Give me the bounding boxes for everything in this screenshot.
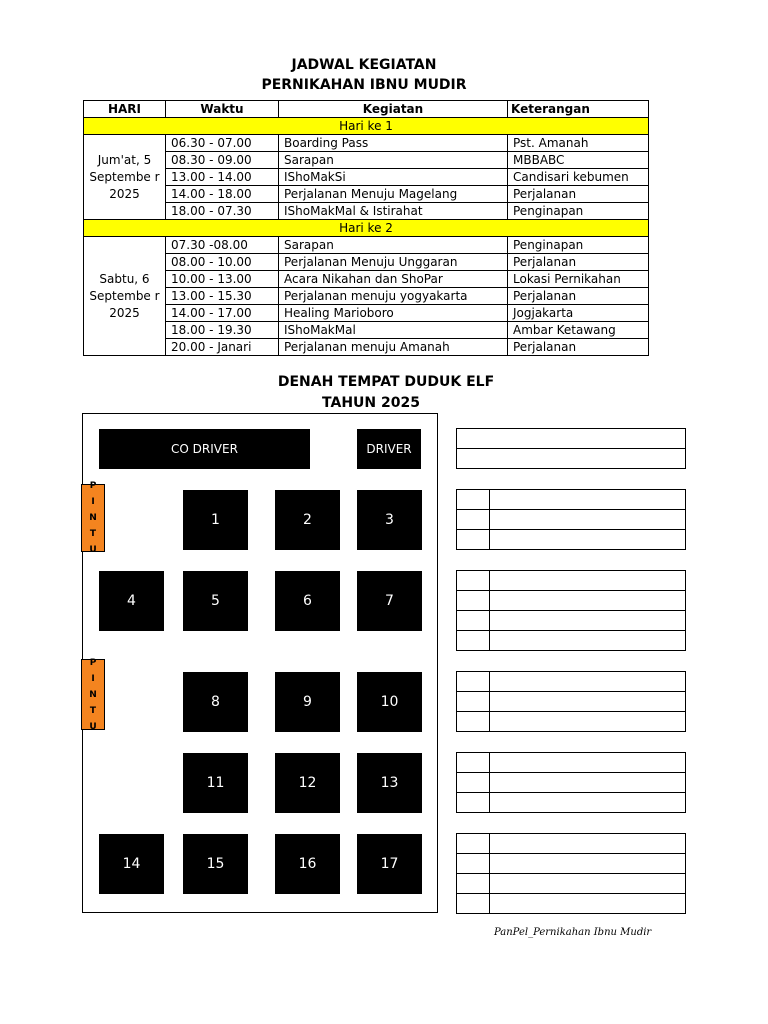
seat-number-cell	[457, 854, 490, 874]
passenger-list-group-3	[456, 671, 686, 732]
passenger-name-cell	[490, 712, 686, 732]
seat-number-cell	[457, 753, 490, 773]
kegiatan-cell: IShoMakSi	[279, 169, 508, 186]
seat-3: 3	[357, 490, 422, 550]
driver-seat: DRIVER	[357, 429, 421, 469]
seat-11: 11	[183, 753, 248, 813]
table-row	[84, 288, 649, 305]
door-letter: N	[89, 513, 97, 523]
seat-9: 9	[275, 672, 340, 732]
list-row	[457, 530, 686, 550]
seat-7: 7	[357, 571, 422, 631]
kegiatan-cell: Perjalanan Menuju Magelang	[279, 186, 508, 203]
list-row	[457, 834, 686, 854]
list-row	[457, 672, 686, 692]
hari-cell: Jum'at, 5 Septembe r 2025	[84, 135, 166, 220]
ket-cell: Perjalanan	[508, 186, 649, 203]
list-row	[457, 510, 686, 530]
kegiatan-cell: IShoMakMal	[279, 322, 508, 339]
table-row	[84, 186, 649, 203]
seat-number-cell	[457, 773, 490, 793]
passenger-name-cell	[490, 753, 686, 773]
table-row	[84, 203, 649, 220]
list-row	[457, 490, 686, 510]
kegiatan-cell: Perjalanan menuju Amanah	[279, 339, 508, 356]
seat-number-cell	[457, 894, 490, 914]
table-row	[84, 169, 649, 186]
list-row	[457, 773, 686, 793]
seat-15: 15	[183, 834, 248, 894]
list-row	[457, 571, 686, 591]
day-header-label: Hari ke 1	[84, 118, 649, 135]
seat-14: 14	[99, 834, 164, 894]
waktu-cell: 14.00 - 17.00	[166, 305, 279, 322]
seat-number-cell	[457, 530, 490, 550]
passenger-list-group-2	[456, 570, 686, 651]
seat-number-cell	[457, 874, 490, 894]
day-header-label: Hari ke 2	[84, 220, 649, 237]
seat-13: 13	[357, 753, 422, 813]
seat-number-cell	[457, 490, 490, 510]
ket-cell: Perjalanan	[508, 254, 649, 271]
seat-1: 1	[183, 490, 248, 550]
list-row	[457, 753, 686, 773]
passenger-name-cell	[490, 894, 686, 914]
kegiatan-cell: IShoMakMal & Istirahat	[279, 203, 508, 220]
passenger-name-cell	[490, 510, 686, 530]
passenger-list-group-4	[456, 752, 686, 813]
list-row	[457, 854, 686, 874]
passenger-name-cell	[490, 672, 686, 692]
door-letter: T	[89, 705, 97, 716]
passenger-list-group-1	[456, 489, 686, 550]
waktu-cell: 13.00 - 14.00	[166, 169, 279, 186]
seat-number-cell	[457, 712, 490, 732]
seat-4: 4	[99, 571, 164, 631]
waktu-cell: 14.00 - 18.00	[166, 186, 279, 203]
seat-12: 12	[275, 753, 340, 813]
seat-number-cell	[457, 793, 490, 813]
seat-2: 2	[275, 490, 340, 550]
schedule-table	[83, 100, 649, 356]
ket-cell: Pst. Amanah	[508, 135, 649, 152]
list-cell	[457, 429, 686, 449]
bus-floor-plan	[82, 413, 438, 913]
door-letter: U	[89, 721, 97, 732]
ket-cell: MBBABC	[508, 152, 649, 169]
waktu-cell: 07.30 -08.00	[166, 237, 279, 254]
table-row	[84, 305, 649, 322]
kegiatan-cell: Acara Nikahan dan ShoPar	[279, 271, 508, 288]
seat-8: 8	[183, 672, 248, 732]
table-row	[84, 237, 649, 254]
door-front	[81, 481, 105, 555]
seat-6: 6	[275, 571, 340, 631]
ket-cell: Penginapan	[508, 203, 649, 220]
kegiatan-cell: Sarapan	[279, 152, 508, 169]
kegiatan-cell: Boarding Pass	[279, 135, 508, 152]
col-header-waktu: Waktu	[166, 101, 279, 118]
seat-number-cell	[457, 834, 490, 854]
list-row	[457, 793, 686, 813]
seat-5: 5	[183, 571, 248, 631]
waktu-cell: 06.30 - 07.00	[166, 135, 279, 152]
table-row	[84, 135, 649, 152]
passenger-name-cell	[490, 854, 686, 874]
ket-cell: Jogjakarta	[508, 305, 649, 322]
schedule-title: JADWAL KEGIATAN	[291, 57, 437, 73]
waktu-cell: 13.00 - 15.30	[166, 288, 279, 305]
ket-cell: Candisari kebumen	[508, 169, 649, 186]
waktu-cell: 08.00 - 10.00	[166, 254, 279, 271]
passenger-name-cell	[490, 874, 686, 894]
list-row	[457, 712, 686, 732]
seating-subtitle: TAHUN 2025	[322, 395, 420, 411]
seat-number-cell	[457, 571, 490, 591]
ket-cell: Lokasi Pernikahan	[508, 271, 649, 288]
passenger-name-cell	[490, 631, 686, 651]
door-letter: P	[89, 481, 97, 491]
waktu-cell: 20.00 - Janari	[166, 339, 279, 356]
kegiatan-cell: Perjalanan menuju yogyakarta	[279, 288, 508, 305]
schedule-subtitle: PERNIKAHAN IBNU MUDIR	[261, 77, 467, 93]
seat-number-cell	[457, 611, 490, 631]
passenger-name-cell	[490, 571, 686, 591]
list-row	[457, 611, 686, 631]
seat-16: 16	[275, 834, 340, 894]
table-row	[84, 339, 649, 356]
kegiatan-cell: Healing Marioboro	[279, 305, 508, 322]
list-row	[457, 591, 686, 611]
kegiatan-cell: Sarapan	[279, 237, 508, 254]
seat-10: 10	[357, 672, 422, 732]
waktu-cell: 18.00 - 19.30	[166, 322, 279, 339]
table-row	[84, 271, 649, 288]
waktu-cell: 18.00 - 07.30	[166, 203, 279, 220]
door-letter: I	[91, 673, 95, 684]
seat-17: 17	[357, 834, 422, 894]
seating-title: DENAH TEMPAT DUDUK ELF	[277, 374, 495, 390]
passenger-list-group-5	[456, 833, 686, 914]
passenger-name-cell	[490, 591, 686, 611]
ket-cell: Perjalanan	[508, 339, 649, 356]
col-header-keterangan: Keterangan	[508, 101, 649, 118]
waktu-cell: 08.30 - 09.00	[166, 152, 279, 169]
day-header-row	[84, 220, 649, 237]
table-row	[84, 152, 649, 169]
passenger-name-cell	[490, 773, 686, 793]
door-middle	[81, 659, 105, 730]
passenger-name-cell	[490, 834, 686, 854]
door-letter: P	[89, 657, 97, 668]
hari-cell: Sabtu, 6 Septembe r 2025	[84, 237, 166, 356]
waktu-cell: 10.00 - 13.00	[166, 271, 279, 288]
passenger-name-cell	[490, 611, 686, 631]
co-driver-seat: CO DRIVER	[99, 429, 310, 469]
table-row	[84, 254, 649, 271]
list-row	[457, 631, 686, 651]
door-letter: U	[89, 545, 97, 555]
passenger-name-cell	[490, 530, 686, 550]
seat-number-cell	[457, 692, 490, 712]
door-letter: T	[89, 529, 97, 539]
kegiatan-cell: Perjalanan Menuju Unggaran	[279, 254, 508, 271]
list-row	[457, 692, 686, 712]
seat-number-cell	[457, 672, 490, 692]
passenger-name-cell	[490, 490, 686, 510]
table-row	[84, 322, 649, 339]
list-cell	[457, 449, 686, 469]
passenger-name-cell	[490, 793, 686, 813]
col-header-hari: HARI	[84, 101, 166, 118]
door-letter: N	[89, 689, 97, 700]
list-row	[457, 874, 686, 894]
list-row	[457, 894, 686, 914]
ket-cell: Ambar Ketawang	[508, 322, 649, 339]
seat-number-cell	[457, 631, 490, 651]
seat-number-cell	[457, 510, 490, 530]
footer-signature: PanPel_Pernikahan Ibnu Mudir	[494, 927, 652, 938]
passenger-list-driver	[456, 428, 686, 469]
col-header-kegiatan: Kegiatan	[279, 101, 508, 118]
ket-cell: Penginapan	[508, 237, 649, 254]
passenger-name-cell	[490, 692, 686, 712]
day-header-row	[84, 118, 649, 135]
seat-number-cell	[457, 591, 490, 611]
door-letter: I	[91, 497, 95, 507]
ket-cell: Perjalanan	[508, 288, 649, 305]
